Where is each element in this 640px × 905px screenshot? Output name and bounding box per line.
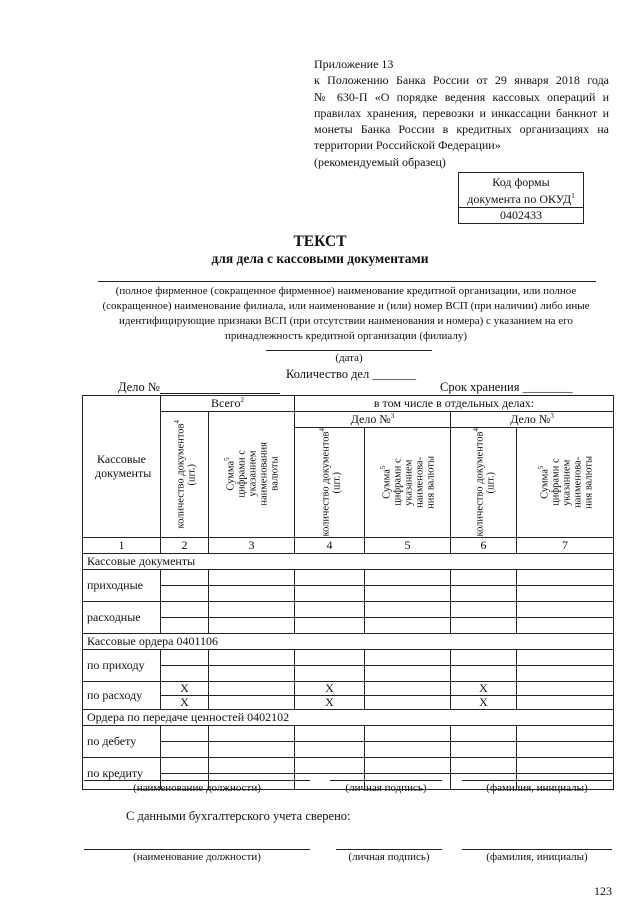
cell[interactable] (295, 585, 365, 601)
cell[interactable] (295, 601, 365, 617)
cell[interactable] (451, 569, 517, 585)
appendix-line: (рекомендуемый образец) (314, 154, 446, 169)
header-text: цифрами с (392, 458, 404, 506)
cell[interactable] (209, 695, 295, 709)
cell[interactable] (451, 585, 517, 601)
cell[interactable] (365, 725, 451, 741)
table-row (83, 741, 614, 757)
footnote-mark: 1 (571, 192, 575, 200)
appendix-line: Приложение 13 (314, 57, 394, 71)
cell[interactable] (517, 741, 614, 757)
date-hint: (дата) (335, 352, 363, 364)
cell[interactable] (517, 617, 614, 633)
org-name-hint: (полное фирменное (сокращенное фирменное) наименование кредитной организации, или полное (сокращенное) наименование филиала, или наименование и (или) номер ВСП (при наличии) либо иные идентифицирующие признаки ВСП (при отсутствии наименования и номера) с указанием на его принадлежность кредитной организации (филиалу) (102, 285, 590, 342)
position-hint: (наименование должности) (133, 851, 261, 863)
x-mark-cell: X (161, 695, 209, 709)
name-line (462, 849, 612, 850)
cell[interactable] (209, 649, 295, 665)
header-text: Дело № (510, 412, 551, 426)
header-text: Сумма (539, 469, 551, 499)
header-deal-a (295, 412, 451, 428)
header-text: наименова- (572, 456, 584, 508)
cell[interactable] (451, 649, 517, 665)
column-number: 4 (295, 537, 365, 553)
cell[interactable] (209, 569, 295, 585)
vertical-header (317, 428, 343, 537)
section-title: Кассовые документы (83, 553, 614, 569)
appendix-line: территории Российской Федерации» (314, 138, 501, 153)
header-text: указанием (247, 451, 259, 498)
cell[interactable] (451, 665, 517, 681)
table-row (83, 725, 614, 741)
header-included: в том числе в отдельных делах: (295, 396, 614, 412)
table-row (83, 569, 614, 585)
okud-label-text: документа по ОКУД (467, 192, 572, 206)
deal-number-label: Дело № (118, 380, 160, 394)
vertical-header (378, 456, 437, 509)
cell[interactable] (209, 585, 295, 601)
footnote-mark: 4 (471, 428, 480, 432)
footnote-mark: 5 (536, 465, 545, 470)
table-row (83, 665, 614, 681)
header-qty-deal-a (295, 428, 365, 538)
cell[interactable] (365, 649, 451, 665)
cell[interactable] (209, 681, 295, 695)
okud-label-line: Код формы (492, 175, 550, 189)
header-deal-b (451, 412, 614, 428)
row-label: по приходу (83, 649, 161, 681)
cell[interactable] (365, 617, 451, 633)
header-text: валюты (269, 457, 281, 492)
cell[interactable] (517, 649, 614, 665)
header-text: Дело № (350, 412, 391, 426)
table-row (83, 681, 614, 695)
section-row (83, 709, 614, 725)
name-hint: (фамилия, инициалы) (486, 782, 588, 794)
cell[interactable] (161, 649, 209, 665)
org-name-line (98, 281, 596, 282)
x-mark-cell: X (451, 681, 517, 695)
okud-label (459, 173, 583, 208)
cell[interactable] (295, 617, 365, 633)
okud-label-line (461, 189, 581, 206)
column-number: 1 (83, 537, 161, 553)
cell[interactable] (161, 665, 209, 681)
position-line (84, 780, 310, 781)
header-text: цифрами с (550, 458, 562, 506)
cell[interactable] (365, 601, 451, 617)
document-subtitle: для дела с кассовыми документами (211, 251, 429, 266)
footnote-mark: 4 (317, 428, 326, 432)
row-label: расходные (83, 601, 161, 633)
row-label: по дебету (83, 725, 161, 757)
header-total (161, 396, 295, 412)
row-label: приходные (83, 569, 161, 601)
cell[interactable] (209, 665, 295, 681)
header-text: (шт.) (186, 463, 198, 486)
vertical-header (471, 428, 497, 537)
cell[interactable] (517, 681, 614, 695)
footnote-mark: 5 (223, 457, 232, 462)
cell[interactable] (295, 649, 365, 665)
header-text: Сумма (225, 461, 237, 491)
table-row (83, 585, 614, 601)
section-title: Ордера по передаче ценностей 0402102 (83, 709, 614, 725)
document-title: ТЕКСТ (293, 233, 347, 250)
footnote-mark: 3 (550, 412, 554, 420)
date-line (266, 350, 432, 351)
cell[interactable] (451, 617, 517, 633)
header-qty-deal-b (451, 428, 517, 538)
appendix-line: № 630-П «О порядке ведения кассовых операций и (314, 89, 609, 104)
page-number: 123 (594, 884, 612, 898)
okud-code-value: 0402433 (500, 208, 542, 222)
cell[interactable] (161, 617, 209, 633)
x-mark-cell: X (295, 681, 365, 695)
cell[interactable] (451, 725, 517, 741)
cell[interactable] (451, 601, 517, 617)
header-text: наименования (258, 442, 270, 507)
cell[interactable] (295, 757, 365, 773)
header-text: цифрами с (236, 450, 248, 499)
header-qty-total (161, 412, 209, 538)
name-hint: (фамилия, инициалы) (486, 851, 588, 863)
cell[interactable] (365, 569, 451, 585)
cell[interactable] (365, 741, 451, 757)
cell[interactable] (365, 695, 451, 709)
cell[interactable] (161, 741, 209, 757)
signature-hint: (личная подпись) (348, 851, 430, 863)
position-line (84, 849, 310, 850)
appendix-line: правилах хранения, перевозки и инкассации банкнот и (314, 105, 609, 120)
position-hint: (наименование должности) (133, 782, 261, 794)
cell[interactable] (365, 681, 451, 695)
header-text: количество документов (175, 423, 187, 529)
appendix-header (314, 56, 609, 170)
cell[interactable] (295, 741, 365, 757)
cell[interactable] (161, 757, 209, 773)
column-numbers-row (83, 537, 614, 553)
column-number: 2 (161, 537, 209, 553)
column-number: 7 (517, 537, 614, 553)
header-text: Кассовые документы (95, 452, 152, 481)
header-text: указанием (403, 459, 415, 506)
header-text: наименова- (414, 456, 426, 508)
header-sum-deal-a (365, 428, 451, 538)
storage-period-label: Срок хранения ________ (440, 380, 573, 394)
vertical-header (172, 420, 198, 529)
cell[interactable] (517, 665, 614, 681)
header-text: указанием (561, 459, 573, 506)
column-number: 3 (209, 537, 295, 553)
cell[interactable] (161, 569, 209, 585)
table-row (83, 695, 614, 709)
cell[interactable] (161, 601, 209, 617)
header-sum-deal-b (517, 428, 614, 538)
cell[interactable] (161, 585, 209, 601)
header-cash-documents (83, 396, 161, 538)
appendix-line: монеты Банка России в кредитных организациях на (314, 122, 609, 137)
cell[interactable] (209, 617, 295, 633)
cell[interactable] (365, 757, 451, 773)
header-text: (шт.) (331, 471, 343, 494)
footnote-mark: 3 (390, 412, 395, 420)
name-line (462, 780, 612, 781)
cell[interactable] (365, 665, 451, 681)
cell[interactable] (517, 569, 614, 585)
cell[interactable] (209, 757, 295, 773)
cell[interactable] (209, 741, 295, 757)
signature-line (336, 849, 442, 850)
header-text: ния валюты (425, 455, 437, 509)
cell[interactable] (209, 601, 295, 617)
signature-line (330, 780, 442, 781)
column-number: 6 (451, 537, 517, 553)
signature-hint: (личная подпись) (345, 782, 427, 794)
header-text: количество документов (320, 431, 332, 537)
verified-text: С данными бухгалтерского учета сверено: (126, 809, 351, 823)
cell[interactable] (161, 725, 209, 741)
cell[interactable] (517, 695, 614, 709)
cash-documents-table (82, 395, 614, 790)
cell[interactable] (365, 585, 451, 601)
table-row (83, 601, 614, 617)
okud-code-box (458, 172, 584, 224)
header-text: Всего (211, 396, 241, 410)
x-mark-cell: X (161, 681, 209, 695)
footnote-mark: 2 (240, 396, 244, 404)
header-text: (шт.) (485, 471, 497, 494)
cell[interactable] (517, 757, 614, 773)
cell[interactable] (295, 569, 365, 585)
cell[interactable] (517, 601, 614, 617)
deal-number-line (160, 393, 280, 394)
appendix-line: к Положению Банка России от 29 января 2018 года (314, 73, 609, 88)
cell[interactable] (295, 725, 365, 741)
cell[interactable] (451, 741, 517, 757)
header-text: количество документов (474, 431, 486, 537)
header-sum-total (209, 412, 295, 538)
row-label: по расходу (83, 681, 161, 709)
column-number: 5 (365, 537, 451, 553)
cell[interactable] (517, 725, 614, 741)
table-row (83, 757, 614, 773)
table-row (83, 649, 614, 665)
cell[interactable] (295, 665, 365, 681)
footnote-mark: 5 (379, 465, 388, 470)
x-mark-cell: X (451, 695, 517, 709)
vertical-header (222, 442, 281, 506)
table-row (83, 617, 614, 633)
x-mark-cell: X (295, 695, 365, 709)
cell[interactable] (517, 585, 614, 601)
section-row (83, 553, 614, 569)
vertical-header (536, 456, 595, 509)
deal-count-label: Количество дел _______ (286, 367, 417, 381)
footnote-mark: 4 (172, 420, 181, 424)
cell[interactable] (209, 725, 295, 741)
header-text: Сумма (381, 469, 393, 499)
row-label: по кредиту (83, 757, 161, 789)
header-text: ния валюты (583, 455, 595, 509)
section-title: Кассовые ордера 0401106 (83, 633, 614, 649)
cell[interactable] (451, 757, 517, 773)
section-row (83, 633, 614, 649)
